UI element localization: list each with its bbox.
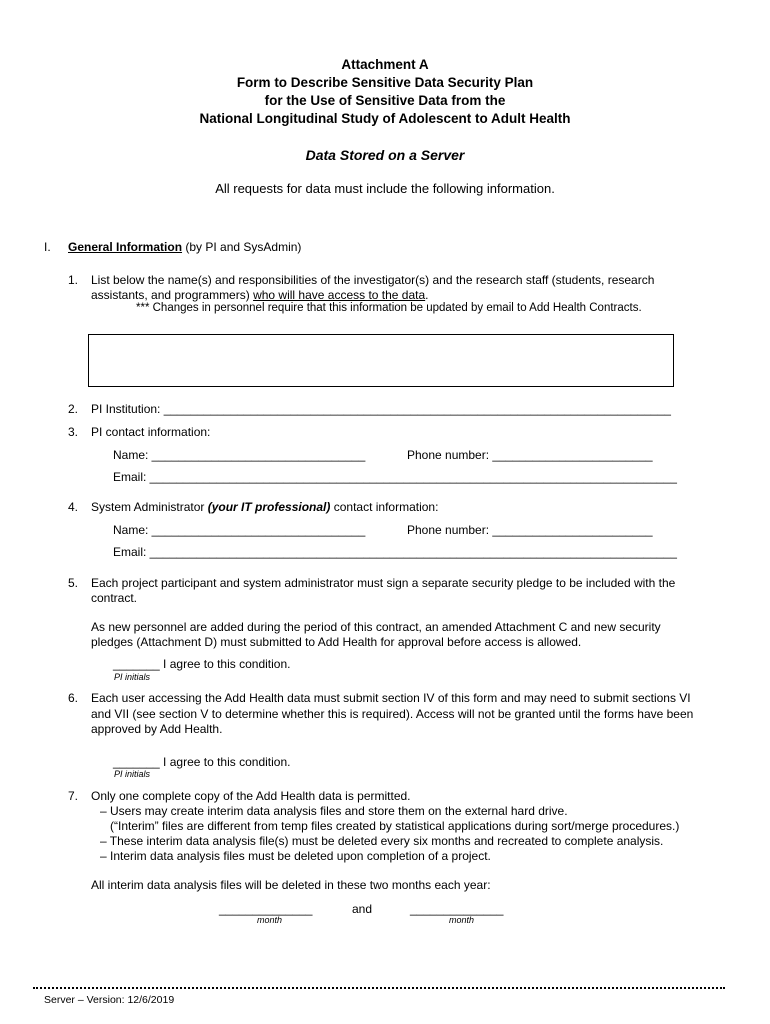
month2-field[interactable]: ______________: [410, 902, 504, 916]
item7-months-text: All interim data analysis files will be deleted in these two months each year:: [91, 878, 491, 892]
footer-version: Server – Version: 12/6/2019: [44, 994, 175, 1006]
item4-number: 4.: [68, 500, 79, 514]
item7-number: 7.: [68, 789, 79, 803]
item5-initials-label: PI initials: [114, 672, 151, 682]
doc-title-line3: for the Use of Sensitive Data from the: [264, 93, 506, 108]
item6-number: 6.: [68, 691, 79, 705]
item3-number: 3.: [68, 425, 79, 439]
item1-line1: List below the name(s) and responsibilities of the investigator(s) and the research staff (students, research: [91, 273, 655, 287]
item2-number: 2.: [68, 402, 79, 416]
item6-line3: approved by Add Health.: [91, 722, 223, 736]
item4-pre: System Administrator: [91, 500, 208, 514]
sysadmin-email-field[interactable]: Email: _______________________________________________________________________________: [113, 545, 677, 559]
pi-institution-field[interactable]: PI Institution: ____________________________________________________________________________: [91, 402, 671, 416]
item5-para1: As new personnel are added during the period of this contract, an amended Attachment C and new security: [91, 620, 661, 634]
section-heading-title: General Information: [68, 240, 183, 254]
item1-note: *** Changes in personnel require that this information be updated by email to Add Health Contracts.: [136, 302, 642, 314]
month1-field[interactable]: ______________: [219, 902, 313, 916]
section-heading-suffix: (by PI and SysAdmin): [182, 240, 302, 254]
doc-title-line4: National Longitudinal Study of Adolescent to Adult Health: [199, 111, 571, 126]
doc-title-line2: Form to Describe Sensitive Data Security Plan: [236, 75, 534, 90]
doc-subtitle: Data Stored on a Server: [305, 147, 465, 163]
item6-line1: Each user accessing the Add Health data must submit section IV of this form and may need to submit sections VI: [91, 691, 691, 705]
item3-label: PI contact information:: [91, 425, 211, 439]
pi-phone-field[interactable]: Phone number: ________________________: [407, 448, 653, 462]
item7-bullet2: – These interim data analysis file(s) must be deleted every six months and recreated to complete analysis.: [100, 834, 664, 848]
item5-line1: Each project participant and system administrator must sign a separate security pledge to be included with the: [91, 576, 676, 590]
item6-initials-label: PI initials: [114, 769, 151, 779]
section-numeral: I.: [44, 240, 51, 254]
section-heading: [68, 240, 301, 254]
item5-line2: contract.: [91, 591, 138, 605]
item7-bullet1b: (“Interim” files are different from temp files created by statistical applications during sort/merge procedures.): [110, 819, 680, 833]
item6-agree-field[interactable]: _______ I agree to this condition.: [113, 755, 291, 769]
month1-label: month: [257, 915, 283, 925]
doc-title-line1: Attachment A: [341, 57, 429, 72]
item7-line1: Only one complete copy of the Add Health data is permitted.: [91, 789, 411, 803]
sysadmin-phone-field[interactable]: Phone number: ________________________: [407, 523, 653, 537]
footer-divider: [33, 987, 725, 989]
item5-para2: pledges (Attachment D) must submitted to Add Health for approval before access is allowed.: [91, 635, 582, 649]
item7-bullet3: – Interim data analysis files must be deleted upon completion of a project.: [100, 849, 491, 863]
personnel-textbox[interactable]: [88, 334, 674, 387]
item1-line2c: .: [425, 288, 429, 302]
item5-number: 5.: [68, 576, 79, 590]
intro-text: All requests for data must include the following information.: [215, 181, 555, 196]
month2-label: month: [449, 915, 475, 925]
item6-line2: and VII (see section V to determine whether this is required). Access will not be granted until the forms have been: [91, 707, 694, 721]
item5-agree-field[interactable]: _______ I agree to this condition.: [113, 657, 291, 671]
item1-line2: [91, 288, 429, 302]
pi-email-field[interactable]: Email: _______________________________________________________________________________: [113, 470, 677, 484]
and-text: and: [352, 902, 373, 916]
item1-line2a: assistants, and programmers): [91, 288, 254, 302]
pi-name-field[interactable]: Name: ________________________________: [113, 448, 366, 462]
item7-bullet1: – Users may create interim data analysis files and store them on the external hard drive.: [100, 804, 568, 818]
item1-line2b: who will have access to the data: [253, 288, 426, 302]
item1-number: 1.: [68, 273, 79, 287]
sysadmin-name-field[interactable]: Name: ________________________________: [113, 523, 366, 537]
item4-label: [91, 500, 438, 514]
item4-post: contact information:: [330, 500, 439, 514]
item4-bold: (your IT professional): [207, 500, 331, 514]
